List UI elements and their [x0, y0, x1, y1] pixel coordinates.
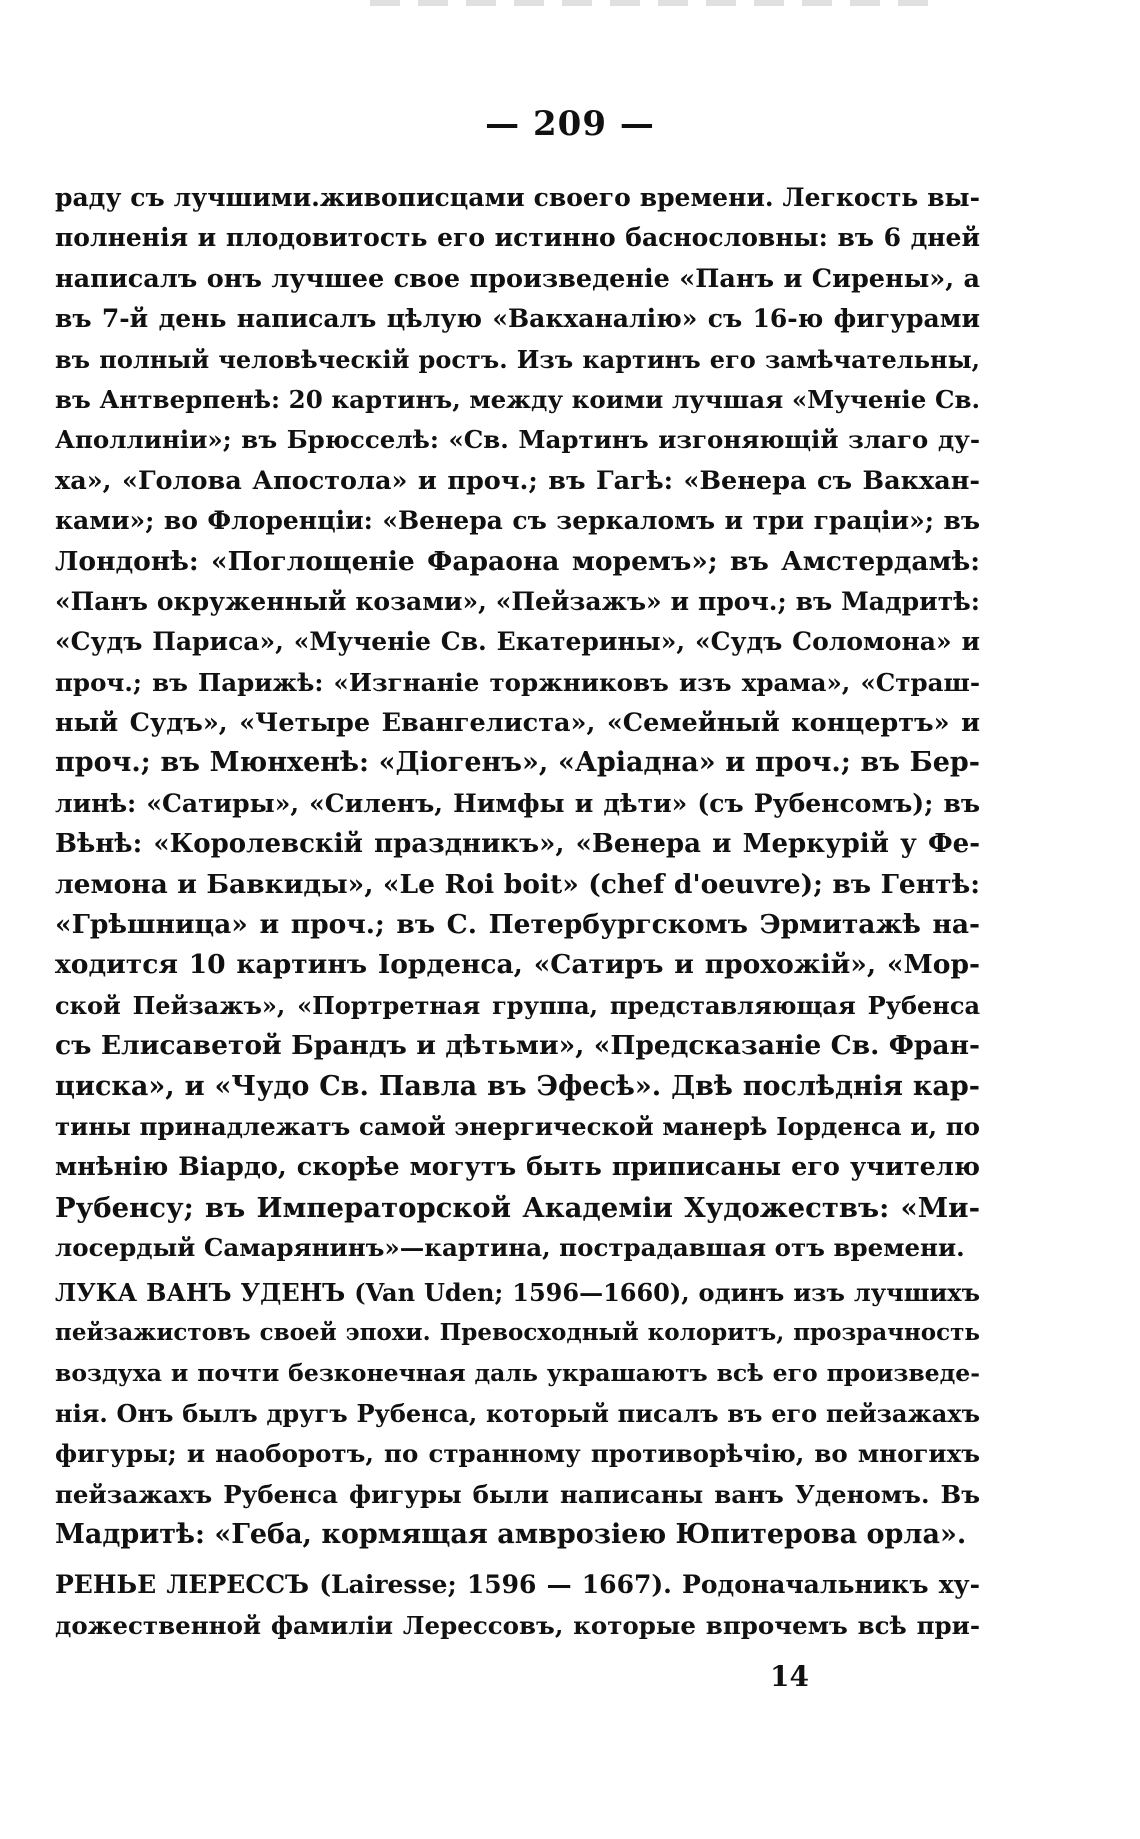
text-line: въ полный человѣческій ростъ. Изъ картинъ его замѣчательны, [55, 344, 980, 374]
text-line: Вѣнѣ: «Королевскій праздникъ», «Венера и Меркурій у Фе- [55, 829, 980, 860]
text-line: проч.; въ Мюнхенѣ: «Діогенъ», «Аріадна» и проч.; въ Бер- [55, 747, 980, 779]
text-line: ками»; во Флоренціи: «Венера съ зеркаломъ и три граціи»; въ [55, 506, 980, 536]
body-text [55, 178, 980, 1646]
text-line: написалъ онъ лучшее свое произведеніе «Панъ и Сирены», а [55, 263, 980, 294]
text-line: пейзажистовъ своей эпохи. Превосходный колоритъ, прозрачность [55, 1318, 980, 1346]
text-line: пейзажахъ Рубенса фигуры были написаны ванъ Уденомъ. Въ [55, 1479, 980, 1509]
text-line: ЛУКА ВАНЪ УДЕНЪ (Van Uden; 1596—1660), одинъ изъ лучшихъ [55, 1277, 980, 1307]
text-line: ской Пейзажъ», «Портретная группа, представляющая Рубенса [55, 990, 980, 1020]
text-line: тины принадлежатъ самой энергической манерѣ Іорденса и, по [55, 1111, 980, 1141]
text-line: Лондонѣ: «Поглощеніе Фараона моремъ»; въ Амстердамѣ: [55, 545, 980, 577]
scan-artifact [370, 0, 930, 6]
text-line: въ 7-й день написалъ цѣлую «Вакханалію» съ 16-ю фигурами [55, 304, 980, 334]
text-line: Аполлиніи»; въ Брюсселѣ: «Св. Мартинъ изгоняющій злаго ду- [55, 425, 980, 455]
page-number: — 209 — [485, 104, 655, 144]
text-line: «Панъ окруженный козами», «Пейзажъ» и проч.; въ Мадритѣ: [55, 586, 980, 616]
text-line: проч.; въ Парижѣ: «Изгнаніе торжниковъ изъ храма», «Страш- [55, 667, 980, 697]
text-line: съ Елисаветой Брандъ и дѣтьми», «Предсказаніе Св. Фран- [55, 1030, 980, 1062]
text-line: дожественной фамиліи Лерессовъ, которые впрочемъ всѣ при- [55, 1610, 980, 1640]
text-line: ный Судъ», «Четыре Евангелиста», «Семейный концертъ» и [55, 708, 980, 739]
text-line: фигуры; и наоборотъ, по странному противорѣчію, во многихъ [55, 1439, 980, 1469]
text-line: полненія и плодовитость его истинно баснословны: въ 6 дней [55, 223, 980, 253]
text-line: «Грѣшница» и проч.; въ С. Петербургскомъ Эрмитажѣ на- [55, 909, 980, 941]
text-line: линѣ: «Сатиры», «Силенъ, Нимфы и дѣти» (съ Рубенсомъ); въ [55, 788, 980, 818]
text-line: въ Антверпенѣ: 20 картинъ, между коими лучшая «Мученіе Св. [55, 384, 980, 414]
text-line: раду съ лучшими.живописцами своего времени. Легкость вы- [55, 183, 980, 212]
text-line: мнѣнію Віардо, скорѣе могутъ быть приписаны его учителю [55, 1152, 980, 1183]
text-line: Рубенсу; въ Императорской Академіи Художествъ: «Ми- [55, 1191, 980, 1224]
text-line: РЕНЬЕ ЛЕРЕССЪ (Lairesse; 1596 — 1667). Родоначальникъ ху- [55, 1570, 980, 1600]
text-line: ха», «Голова Апостола» и проч.; въ Гагѣ: «Венера съ Вакхан- [55, 465, 980, 496]
text-line: лемона и Бавкиды», «Le Roi boit» (chef d'oeuvre); въ Гентѣ: [55, 868, 980, 900]
signature-mark: 14 [770, 1660, 809, 1693]
text-line: циска», и «Чудо Св. Павла въ Эфесѣ». Двѣ послѣднія кар- [55, 1070, 980, 1102]
text-line: ходится 10 картинъ Іорденса, «Сатиръ и прохожій», «Мор- [55, 949, 980, 981]
text-line: нія. Онъ былъ другъ Рубенса, который писалъ въ его пейзажахъ [55, 1398, 980, 1428]
text-line: Мадритѣ: «Геба, кормящая амврозіею Юпитерова орла». [55, 1518, 967, 1550]
text-line: «Судъ Париса», «Мученіе Св. Екатерины», «Судъ Соломона» и [55, 627, 980, 657]
text-line: лосердый Самарянинъ»—картина, пострадавшая отъ времени. [55, 1233, 965, 1263]
text-line: воздуха и почти безконечная даль украшаютъ всѣ его произведе- [55, 1359, 980, 1388]
